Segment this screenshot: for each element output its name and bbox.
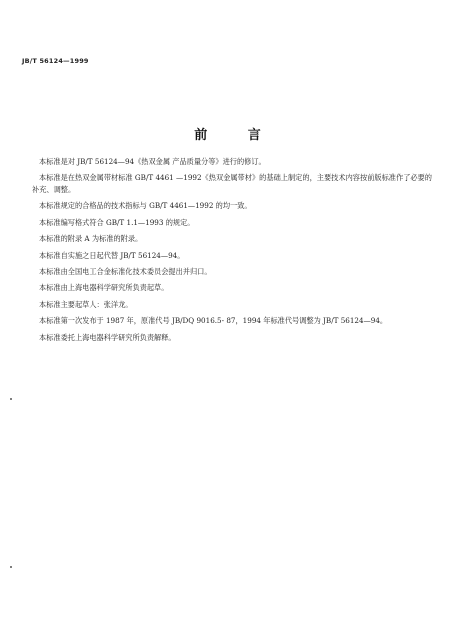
paragraph-interpretation: 本标准委托上海电器科学研究所负责解释。: [39, 332, 176, 342]
paragraph-format: 本标准编写格式符合 GB/T 1.1—1993 的规定。: [39, 217, 195, 227]
paragraph-revision: 本标准是对 JB/T 56124—94《热双金属 产品质量分等》进行的修订。: [39, 157, 266, 166]
scan-speck: [10, 566, 12, 568]
foreword-body: [32, 156, 432, 348]
paragraph-drafter: 本标准主要起草人：张洋龙。: [39, 299, 133, 309]
paragraph-replacement: 本标准自实施之日起代替 JB/T 56124—94。: [39, 250, 185, 260]
paragraph-basis: 本标准是在热双金属带材标准 GB/T 4461 —1992《热双金属带材》的基础上制定的，主要技术内容按前版标准作了必要的补充、调整。: [32, 173, 432, 194]
page-title: 前 言: [194, 128, 279, 143]
standard-code-header: JB/T 56124—1999: [22, 57, 89, 65]
paragraph-proposer: 本标准由全国电工合金标准化技术委员会提出并归口。: [39, 266, 212, 276]
scan-speck: [10, 398, 12, 400]
paragraph-drafter-org: 本标准由上海电器科学研究所负责起草。: [39, 283, 169, 293]
paragraph-appendix: 本标准的附录 A 为标准的附录。: [39, 234, 143, 244]
paragraph-history: 本标准第一次发布于 1987 年，原准代号 JB/DQ 9016.5- 87，1994 年标准代号调整为 JB/T 56124—94。: [39, 316, 388, 326]
paragraph-technical-indicators: 本标准规定的合格品的技术指标与 GB/T 4461—1992 的均一致。: [39, 201, 252, 211]
